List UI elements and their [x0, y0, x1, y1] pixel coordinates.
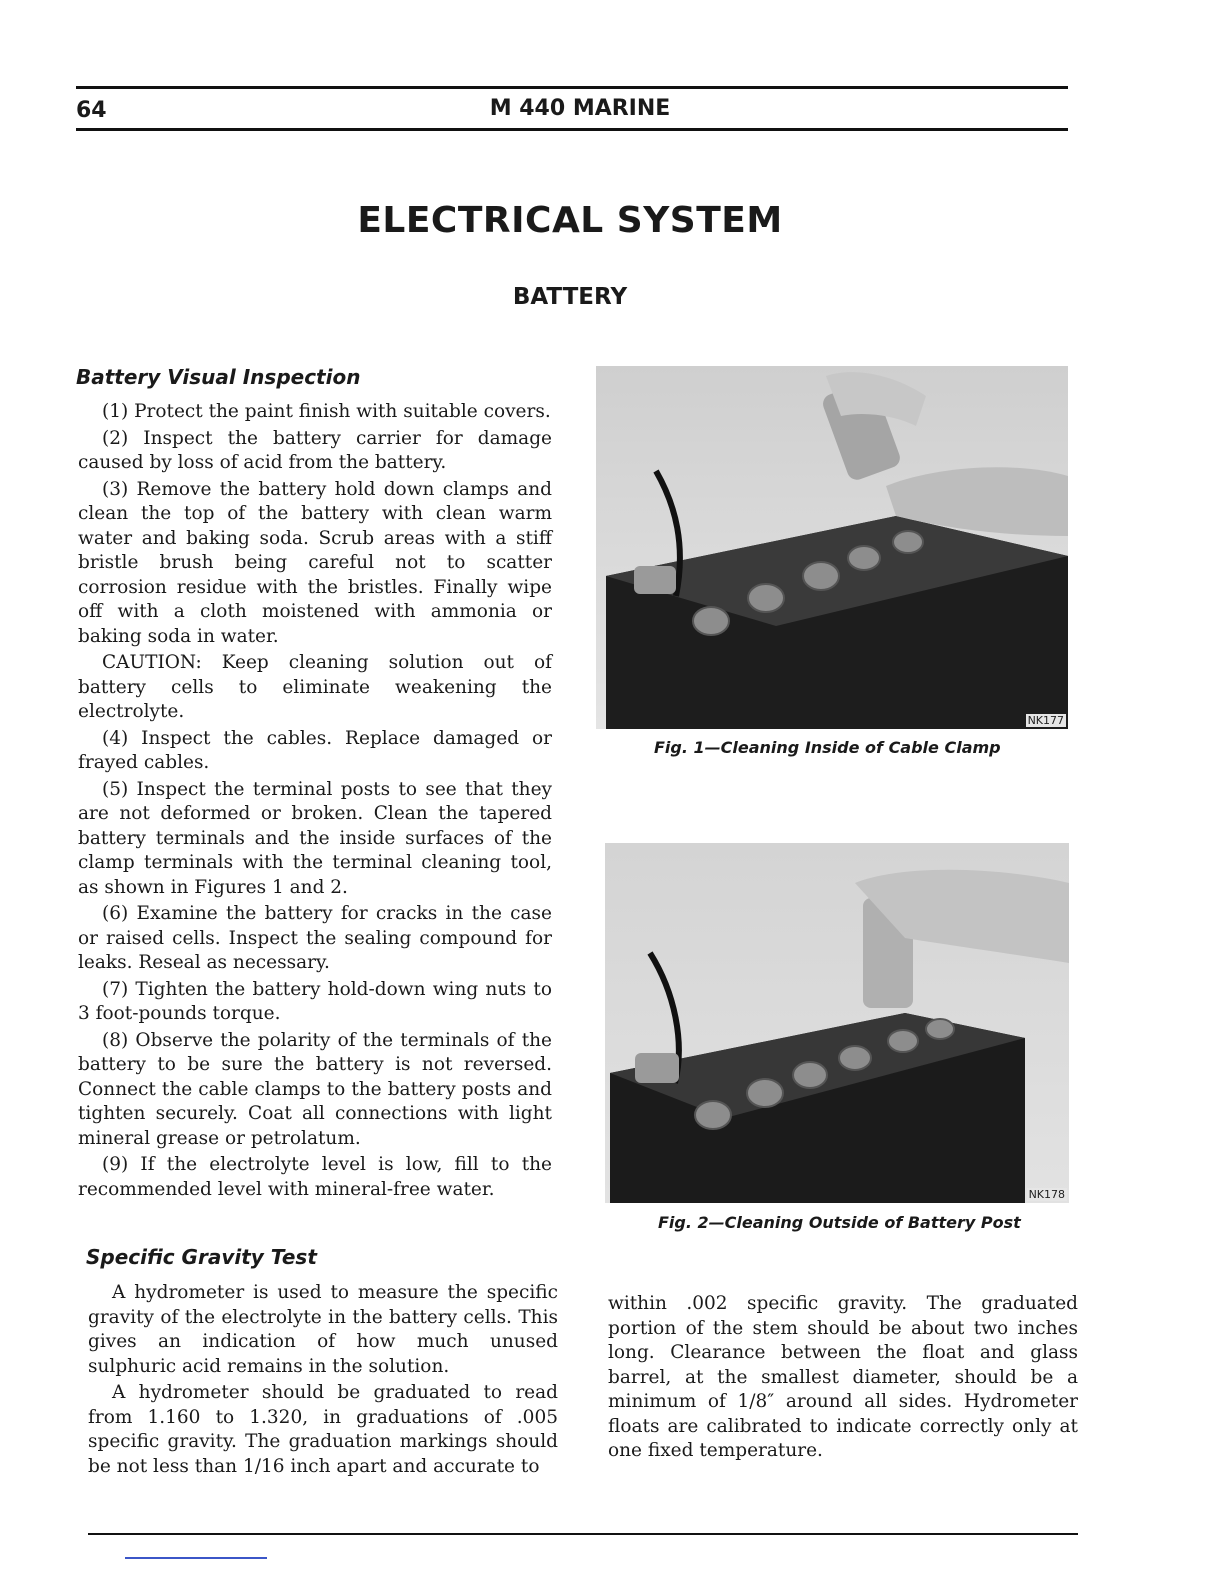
paragraph: A hydrometer should be graduated to read from 1.160 to 1.320, in graduations of .005 specific gravity. The graduation markings should be not less than 1/16 inch apart and accurate to: [88, 1382, 558, 1477]
paragraph: (9) If the electrolyte level is low, fill to the recommended level with mineral-free water.: [78, 1154, 552, 1200]
visual-inspection-body: [78, 400, 552, 1204]
paragraph: (1) Protect the paint finish with suitable covers.: [102, 401, 551, 422]
figure-code: NK178: [1028, 1188, 1065, 1201]
paragraph: (2) Inspect the battery carrier for damage caused by loss of acid from the battery.: [78, 427, 552, 473]
paragraph: (6) Examine the battery for cracks in the case or raised cells. Inspect the sealing compound for leaks. Reseal as necessary.: [78, 903, 552, 973]
paragraph: (4) Inspect the cables. Replace damaged or frayed cables.: [78, 727, 552, 773]
running-title: M 440 MARINE: [489, 96, 671, 121]
figure-2-caption: Fig. 2—Cleaning Outside of Battery Post: [658, 1213, 1021, 1232]
section-title: BATTERY: [512, 284, 628, 310]
paragraph: (7) Tighten the battery hold-down wing nuts to 3 foot-pounds torque.: [78, 978, 552, 1024]
specific-gravity-heading: Specific Gravity Test: [86, 1245, 317, 1269]
visual-inspection-heading: Battery Visual Inspection: [76, 365, 361, 389]
header-rule-top: [76, 86, 1068, 89]
caution-note: CAUTION: Keep cleaning solution out of battery cells to eliminate weakening the electrolyte.: [78, 652, 552, 722]
paragraph: (3) Remove the battery hold down clamps and clean the top of the battery with clean warm water and baking soda. Scrub areas with a stiff bristle brush being careful not to scatter corrosion residue with the bristles. Finally wipe off with a cloth moistened with ammonia or baking soda in water.: [78, 478, 552, 647]
specific-gravity-body-left: [88, 1281, 558, 1481]
header-rule-bottom: [76, 128, 1068, 131]
page-number: 64: [76, 98, 107, 123]
battery-post-photo: [605, 843, 1069, 1203]
paragraph: (5) Inspect the terminal posts to see that they are not deformed or broken. Clean the tapered battery terminals and the inside surfaces of the clamp terminals with the terminal cleaning tool, as shown in Figures 1 and 2.: [78, 778, 552, 898]
footer-mark: [125, 1557, 267, 1559]
battery-cable-clamp-photo: [596, 366, 1068, 729]
paragraph: A hydrometer is used to measure the specific gravity of the electrolyte in the battery cells. This gives an indication of how much unused sulphuric acid remains in the solution.: [88, 1282, 558, 1377]
figure-2-photo: [605, 843, 1069, 1203]
paragraph: within .002 specific gravity. The graduated portion of the stem should be about two inches long. Clearance between the float and glass barrel, at the smallest diameter, should be a minimum of 1/8″ around all sides. Hydrometer floats are calibrated to indicate correctly only at one fixed temperature.: [608, 1293, 1078, 1461]
figure-1-photo: [596, 366, 1068, 729]
battery-photo-illustration: [605, 843, 1069, 1203]
footer-rule: [88, 1533, 1078, 1535]
figure-code: NK177: [1027, 714, 1064, 727]
specific-gravity-body-right: [608, 1292, 1078, 1466]
battery-photo-illustration: [596, 366, 1068, 729]
chapter-title: ELECTRICAL SYSTEM: [357, 200, 783, 241]
figure-1-caption: Fig. 1—Cleaning Inside of Cable Clamp: [654, 738, 1001, 757]
paragraph: (8) Observe the polarity of the terminals of the battery to be sure the battery is not reversed. Connect the cable clamps to the battery posts and tighten securely. Coat all connections with light mineral grease or petrolatum.: [78, 1029, 552, 1149]
